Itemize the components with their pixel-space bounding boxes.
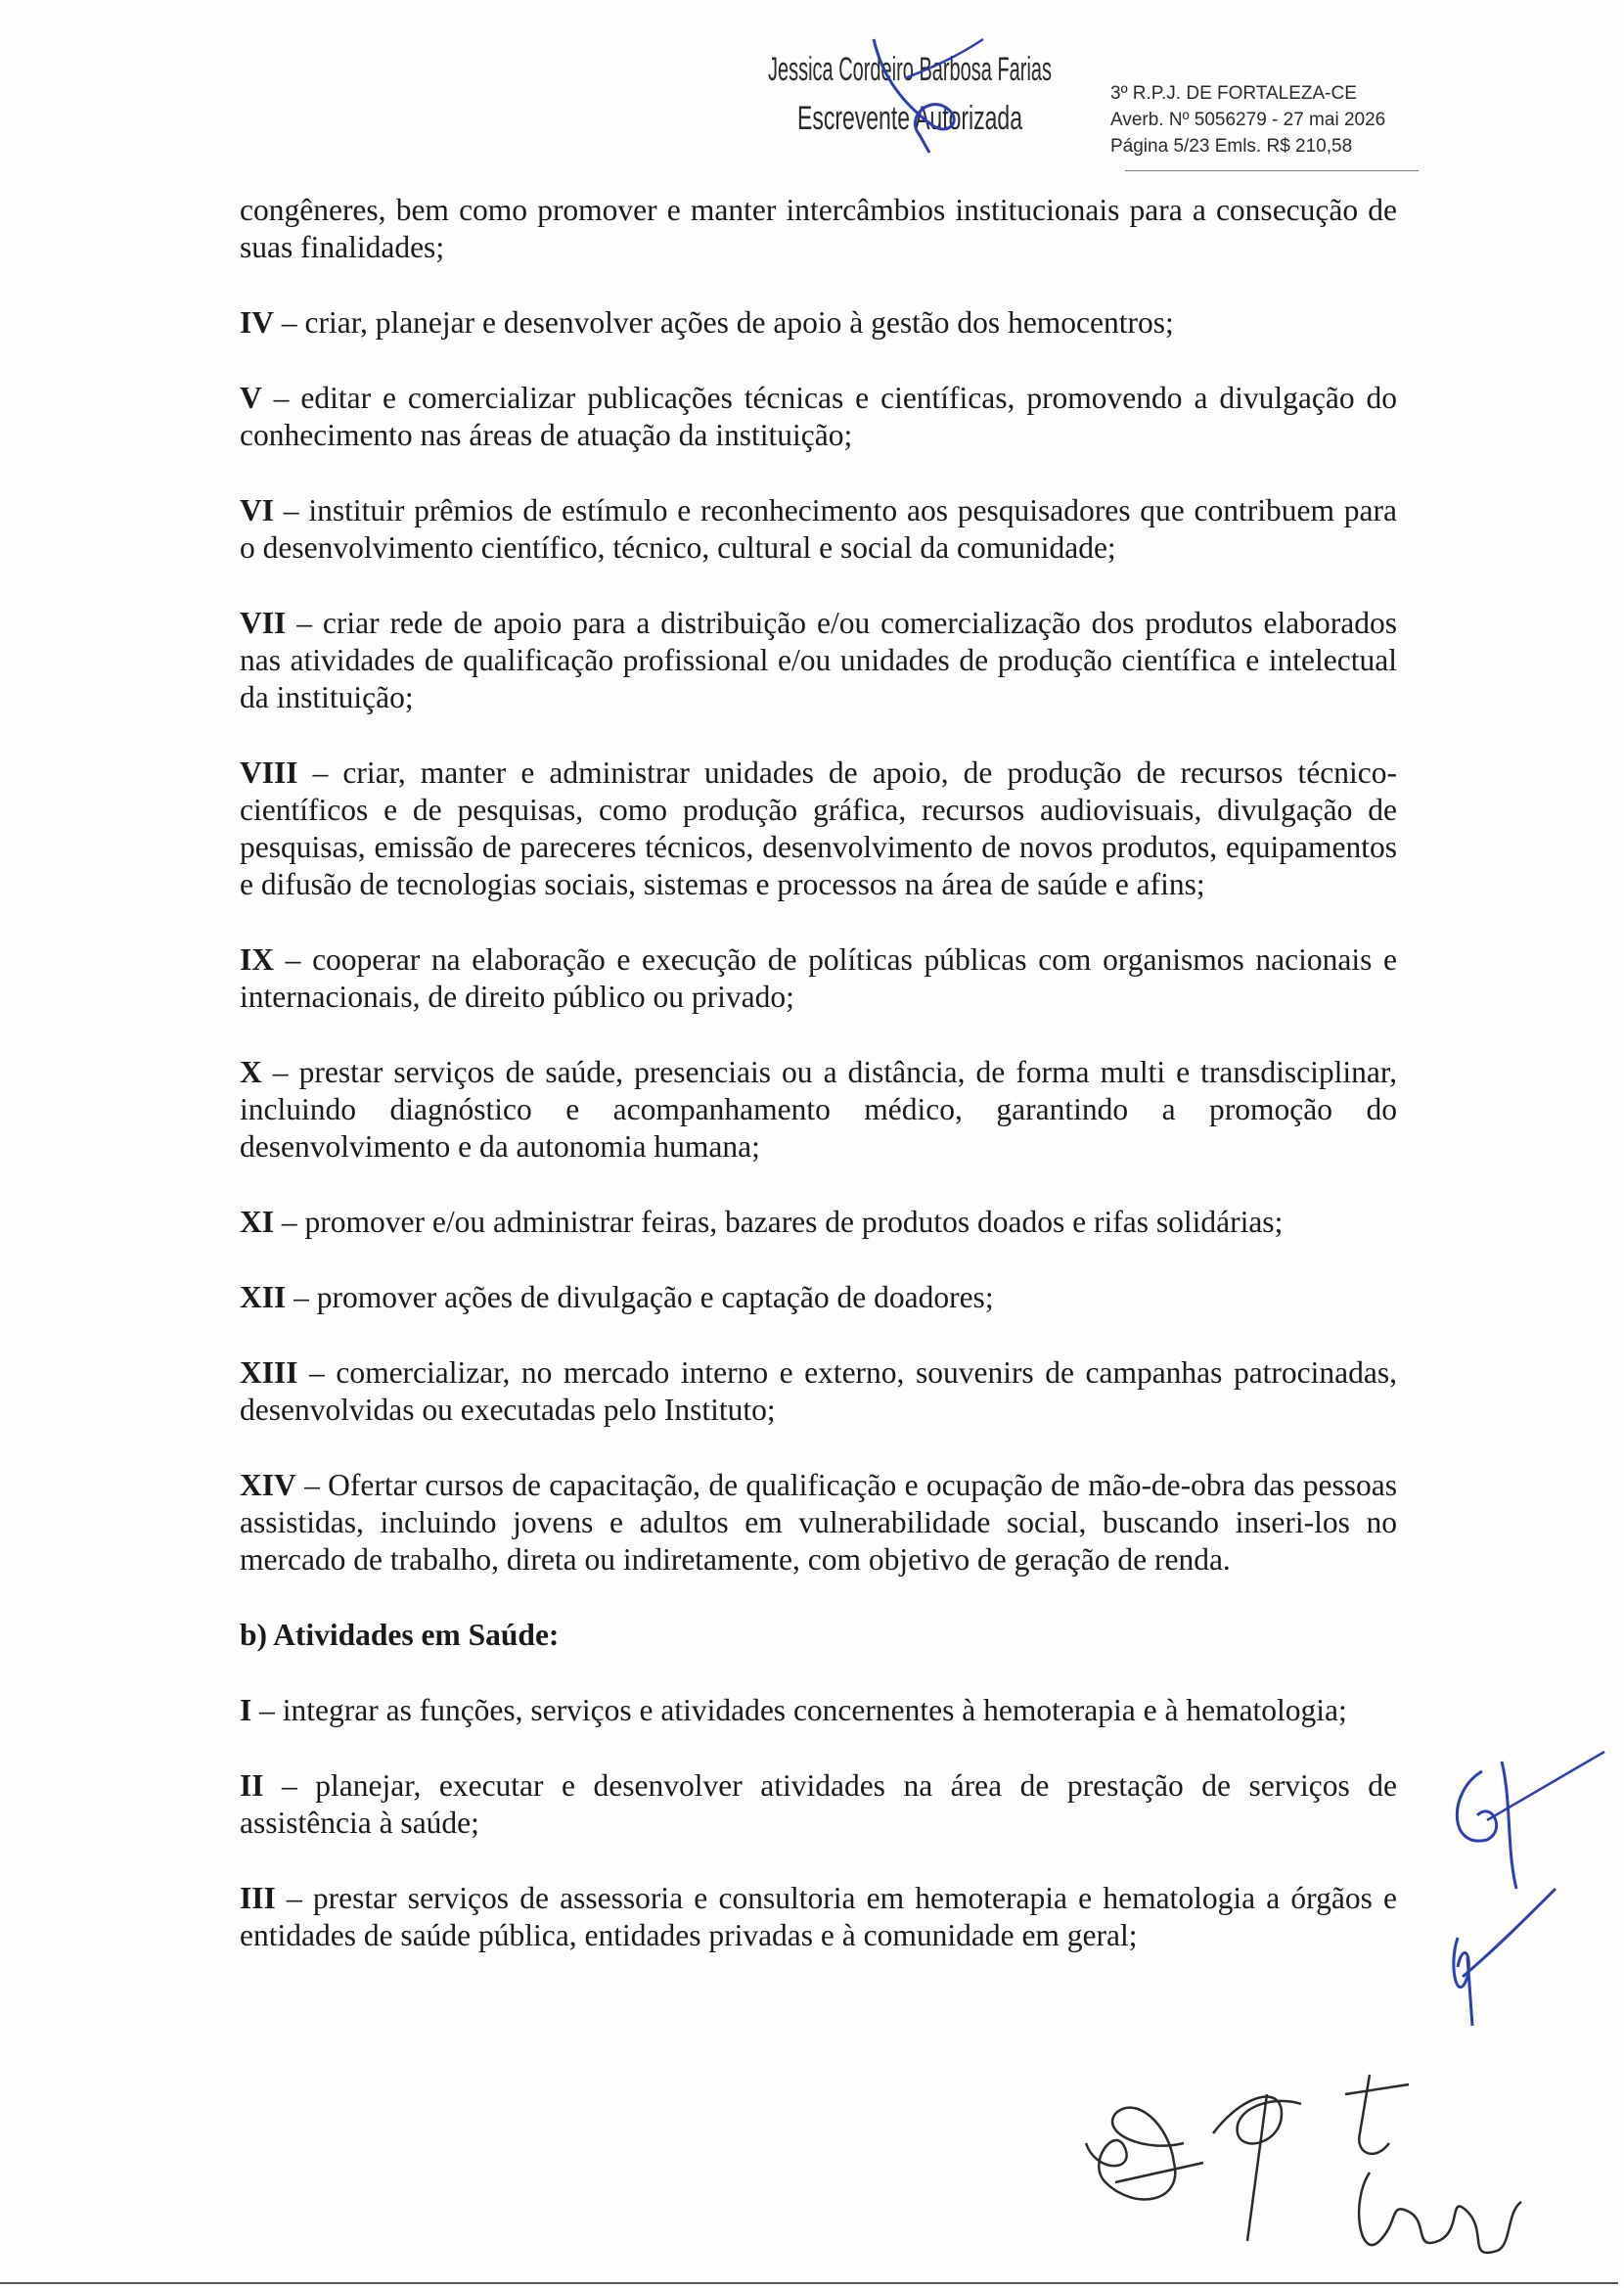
paragraph xyxy=(240,1467,1397,1579)
item-number: IV xyxy=(240,305,275,340)
item-text: – instituir prêmios de estímulo e reconhecimento aos pesquisadores que contribuem para o desenvolvimento científico, técnico, cultural e social da comunidade; xyxy=(240,493,1397,565)
item-text: – criar, manter e administrar unidades de apoio, de produção de recursos técnico-científicos e de pesquisas, como produção gráfica, recursos audiovisuais, divulgação de pesquisas, emissão de pareceres técnicos, desenvolvimento de novos produtos, equipamentos e difusão de tecnologias sociais, sistemas e processos na área de saúde e afins; xyxy=(240,755,1397,901)
registry-office: 3º R.P.J. DE FORTALEZA-CE xyxy=(1110,83,1357,104)
item-number: IX xyxy=(240,942,275,977)
item-text: – criar, planejar e desenvolver ações de apoio à gestão dos hemocentros; xyxy=(274,305,1174,340)
bottom-signatures xyxy=(1076,2055,1526,2270)
averbation-number: Averb. Nº 5056279 - 27 mai 2026 xyxy=(1110,110,1386,130)
item-text: – planejar, executar e desenvolver atividades na área de prestação de serviços de assistência à saúde; xyxy=(240,1768,1397,1840)
item-number: III xyxy=(240,1881,276,1915)
item-text: – prestar serviços de assessoria e consultoria em hemoterapia e hematologia a órgãos e entidades de saúde pública, entidades privadas e à comunidade em geral; xyxy=(240,1881,1397,1952)
document-body xyxy=(240,192,1397,1992)
paragraph xyxy=(240,1279,1397,1316)
signature-name: Jessica Cordeiro Barbosa Farias xyxy=(768,51,1052,88)
item-number: I xyxy=(240,1693,252,1727)
item-number: XIII xyxy=(240,1355,298,1390)
item-number: VI xyxy=(240,493,275,527)
paragraph xyxy=(240,1204,1397,1241)
paragraph xyxy=(240,1354,1397,1429)
item-number: V xyxy=(240,381,262,415)
item-number: XI xyxy=(240,1205,275,1239)
margin-initials xyxy=(1409,1742,1624,2036)
registry-stamp xyxy=(1110,80,1404,160)
item-text: – comercializar, no mercado interno e externo, souvenirs de campanhas patrocinadas, desenvolvidas ou executadas pelo Instituto; xyxy=(240,1355,1397,1427)
paragraph xyxy=(240,605,1397,716)
paragraph xyxy=(240,1054,1397,1166)
item-number: XII xyxy=(240,1280,287,1314)
paragraph xyxy=(240,304,1397,342)
notary-signature xyxy=(758,39,1081,157)
paragraph xyxy=(240,755,1397,903)
paragraph xyxy=(240,941,1397,1016)
item-text: – criar rede de apoio para a distribuição e/ou comercialização dos produtos elaborados nas atividades de qualificação profissional e/ou unidades de produção científica e intelectual da instituição; xyxy=(240,606,1397,714)
item-number: VIII xyxy=(240,755,298,790)
paragraph xyxy=(240,1880,1397,1954)
item-number: XIV xyxy=(240,1468,296,1502)
item-text: – prestar serviços de saúde, presenciais ou a distância, de forma multi e transdisciplinar, incluindo diagnóstico e acompanhamento médico, garantindo a promoção do desenvolvimento e da autonomia humana; xyxy=(240,1055,1397,1164)
item-text: – editar e comercializar publicações técnicas e científicas, promovendo a divulgação do conhecimento nas áreas de atuação da instituição; xyxy=(240,381,1397,452)
signature-title: Escrevente Autorizada xyxy=(797,100,1023,137)
paragraph xyxy=(240,192,1397,266)
page-bottom-edge xyxy=(0,2282,1618,2284)
stamp-underline xyxy=(1125,170,1419,171)
item-number: II xyxy=(240,1768,264,1803)
page-emoluments: Página 5/23 Emls. R$ 210,58 xyxy=(1110,136,1353,157)
item-text: – promover ações de divulgação e captação de doadores; xyxy=(286,1280,994,1314)
section-heading: b) Atividades em Saúde: xyxy=(240,1618,560,1652)
item-text: congêneres, bem como promover e manter intercâmbios institucionais para a consecução de suas finalidades; xyxy=(240,193,1397,264)
item-number: X xyxy=(240,1055,262,1089)
item-text: – Ofertar cursos de capacitação, de qualificação e ocupação de mão-de-obra das pessoas assistidas, incluindo jovens e adultos em vulnerabilidade social, buscando inseri-los no mercado de trabalho, direta ou indiretamente, com objetivo de geração de renda. xyxy=(240,1468,1397,1577)
item-number: VII xyxy=(240,606,287,640)
paragraph xyxy=(240,1767,1397,1842)
paragraph xyxy=(240,380,1397,454)
item-text: – cooperar na elaboração e execução de políticas públicas com organismos nacionais e internacionais, de direito público ou privado; xyxy=(240,942,1397,1014)
item-text: – promover e/ou administrar feiras, bazares de produtos doados e rifas solidárias; xyxy=(274,1205,1284,1239)
paragraph xyxy=(240,492,1397,567)
item-text: – integrar as funções, serviços e atividades concernentes à hemoterapia e à hematologia; xyxy=(251,1693,1347,1727)
paragraph xyxy=(240,1692,1397,1729)
